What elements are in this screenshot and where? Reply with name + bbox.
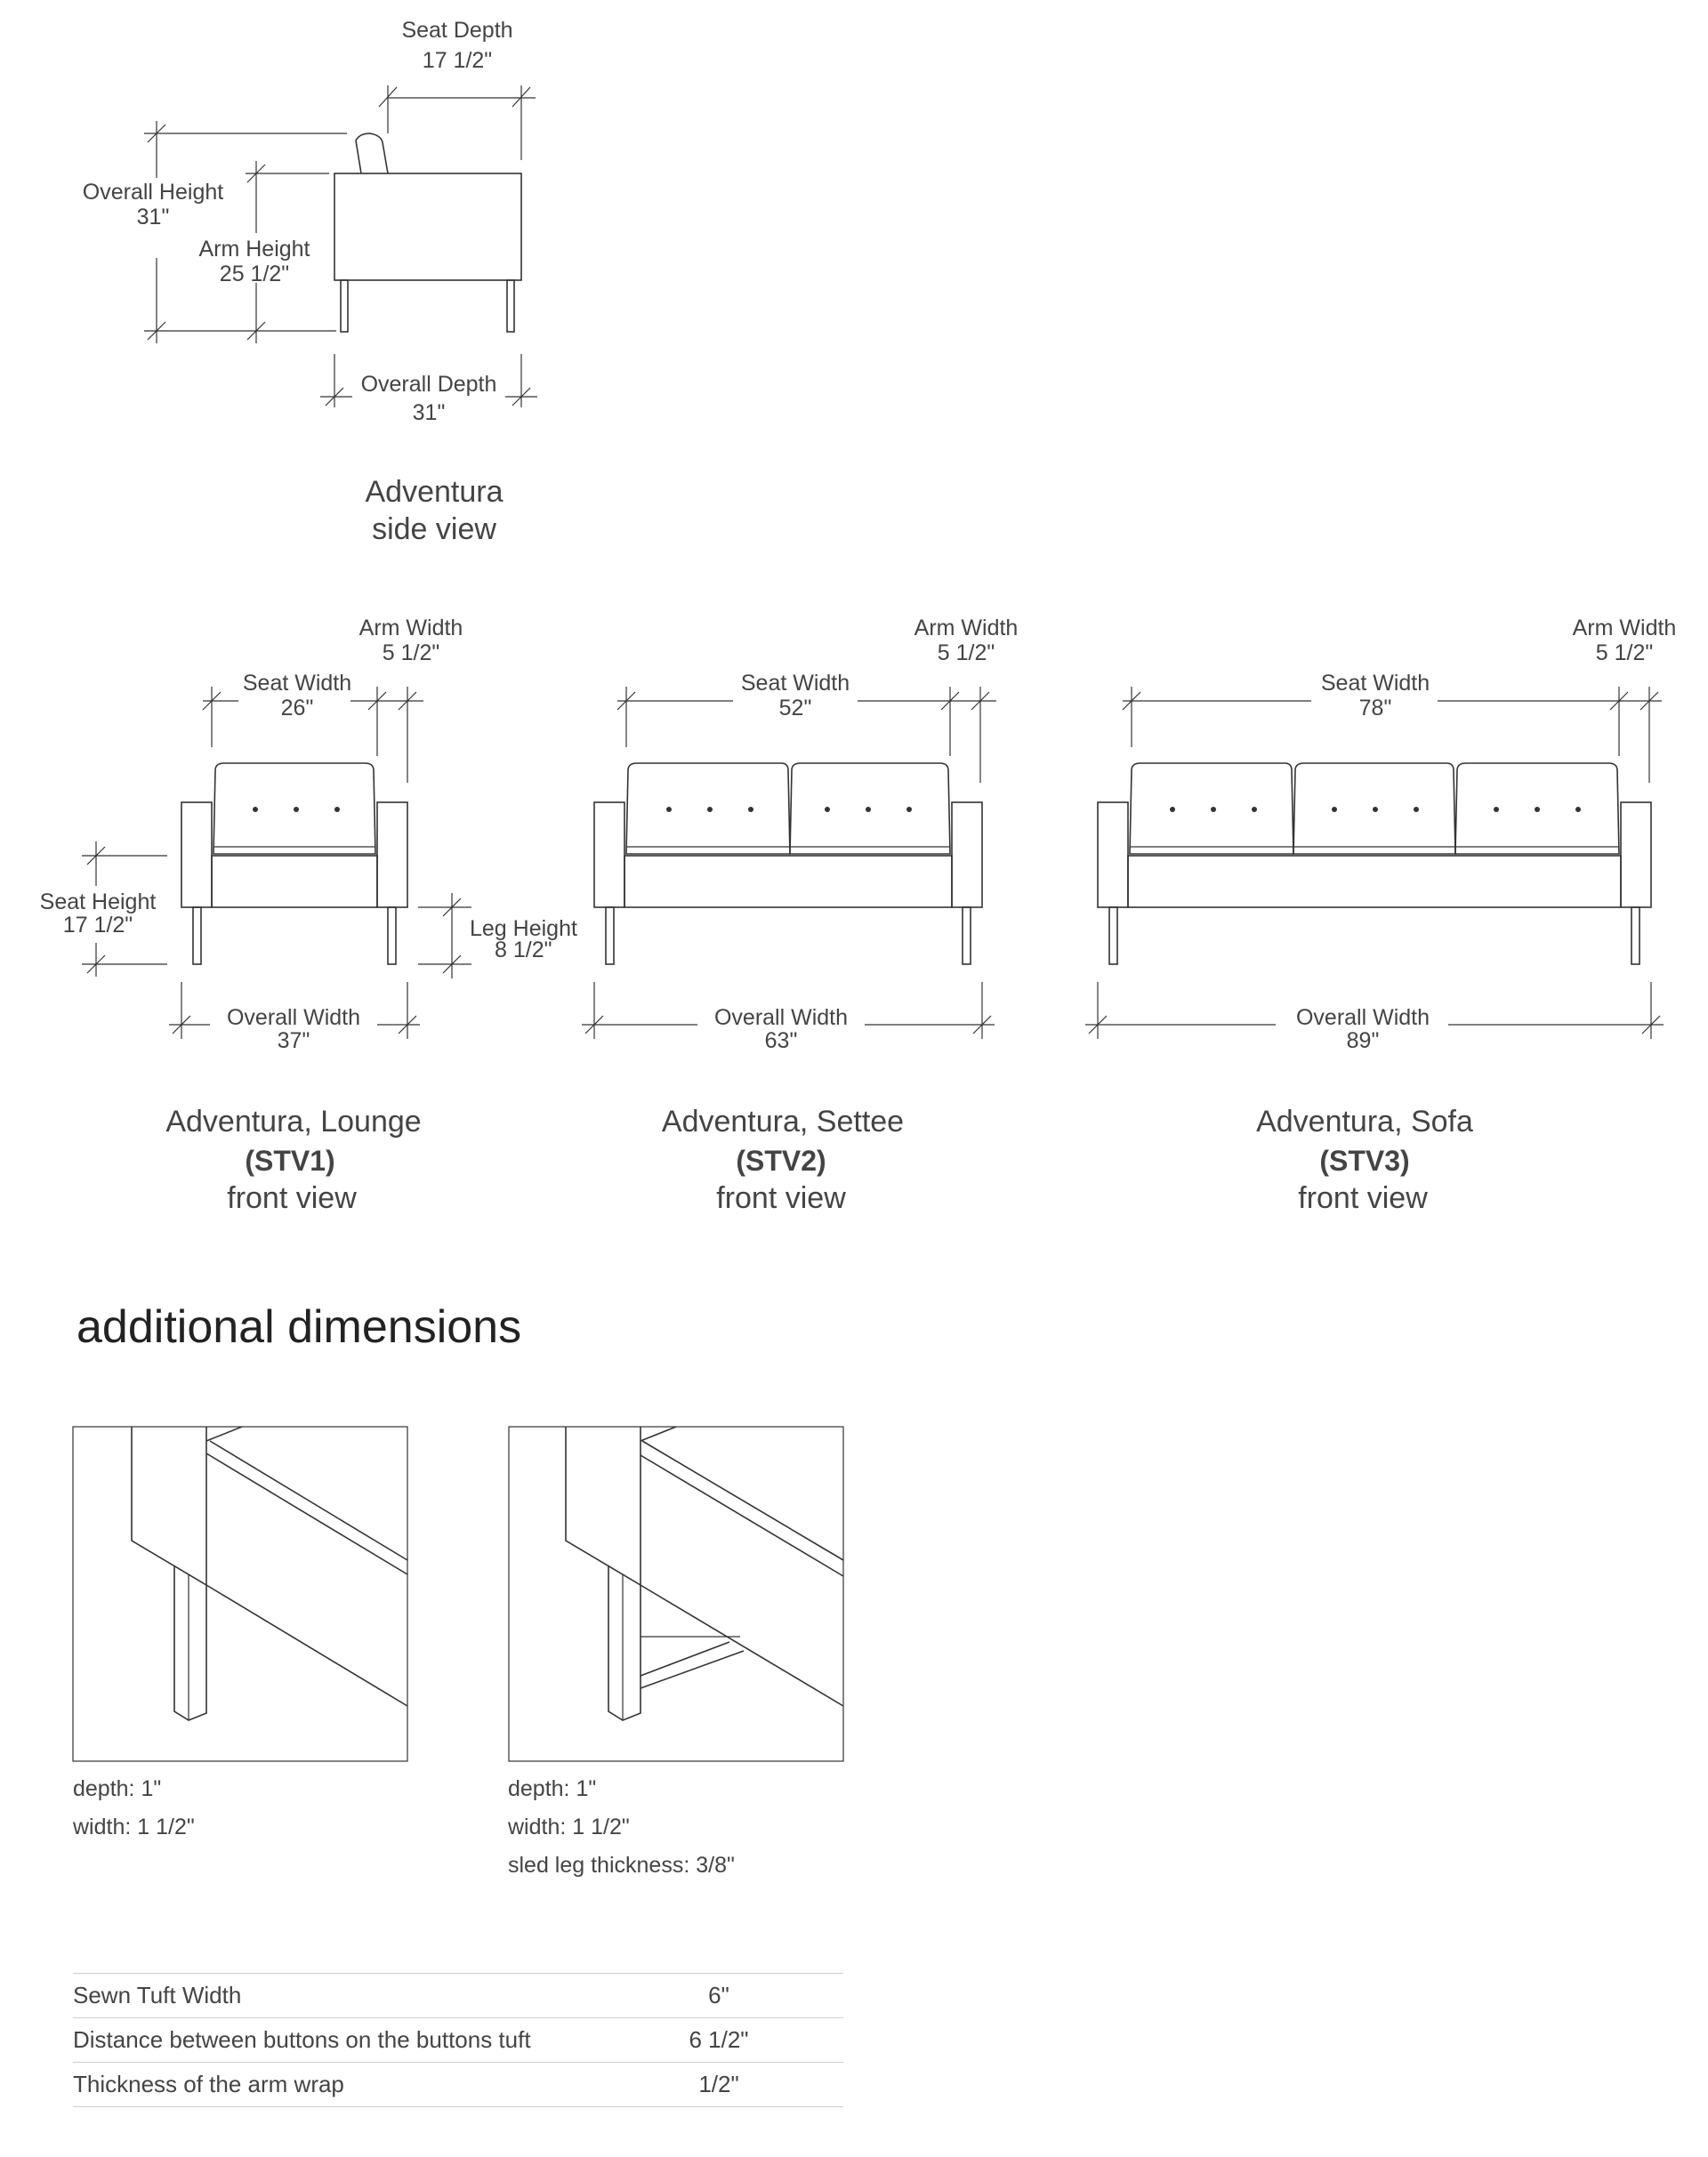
sofa-seat-width-label: Seat Width	[1320, 671, 1430, 696]
settee-button	[825, 807, 830, 812]
side-leg-front	[341, 280, 348, 332]
settee-drawing	[582, 616, 1018, 1215]
settee-arm-width-value: 5 1/2"	[937, 640, 995, 665]
sofa-button	[1170, 807, 1175, 812]
spec-value: 1/2"	[594, 2063, 843, 2107]
side-view-drawing	[83, 18, 537, 546]
sofa-overall-width-label: Overall Width	[1295, 1005, 1430, 1030]
spec-value: 6 1/2"	[594, 2018, 843, 2063]
side-overall-height-value: 31"	[136, 205, 170, 229]
sofa-button	[1535, 807, 1540, 812]
detail-sled-leg	[509, 1427, 843, 1761]
sofa-button	[1211, 807, 1216, 812]
sofa-caption-view: front view	[1298, 1181, 1428, 1215]
settee-arm-right	[952, 802, 982, 907]
sofa-button	[1373, 807, 1378, 812]
spec-table	[73, 1973, 843, 2107]
sofa-leg-left	[1109, 907, 1117, 964]
settee-caption-view: front view	[716, 1181, 846, 1215]
sofa-button	[1414, 807, 1419, 812]
detail-standard-leg	[73, 1427, 407, 1761]
sofa-caption-name: Adventura, Sofa	[1256, 1105, 1473, 1139]
lounge-button	[294, 807, 299, 812]
lounge-seat-width-value: 26"	[280, 696, 314, 720]
sofa-arm-right	[1621, 802, 1651, 907]
lounge-drawing	[40, 616, 577, 1215]
sofa-arm-width-label: Arm Width	[1572, 616, 1677, 640]
side-seat-depth-value: 17 1/2"	[422, 48, 493, 73]
settee-caption-name: Adventura, Settee	[661, 1105, 905, 1139]
side-arm-height-value: 25 1/2"	[219, 262, 290, 286]
lounge-arm-width-value: 5 1/2"	[382, 640, 440, 665]
lounge-seat-width-label: Seat Width	[242, 671, 352, 696]
settee-button	[866, 807, 871, 812]
additional-dimensions-heading: additional dimensions	[77, 1301, 522, 1353]
settee-overall-width-value: 63"	[764, 1028, 798, 1053]
settee-base	[624, 856, 952, 907]
sofa-overall-width-value: 89"	[1346, 1028, 1380, 1053]
lounge-leg-left	[193, 907, 201, 964]
settee-button	[707, 807, 713, 812]
lounge-overall-width-label: Overall Width	[226, 1005, 361, 1030]
sled-leg-notes	[508, 1770, 735, 1885]
settee-seat-width-label: Seat Width	[740, 671, 850, 696]
settee-button	[666, 807, 672, 812]
standard-leg-width: width: 1 1/2"	[73, 1815, 195, 1839]
side-caption-line2: side view	[372, 512, 496, 546]
sofa-button	[1575, 807, 1581, 812]
side-overall-depth-label: Overall Depth	[360, 372, 497, 397]
lounge-button	[253, 807, 258, 812]
sofa-arm-left	[1098, 802, 1128, 907]
standard-leg-notes	[73, 1770, 195, 1847]
side-overall-depth-value: 31"	[412, 400, 446, 425]
side-overall-height-label: Overall Height	[82, 180, 224, 205]
settee-button	[748, 807, 753, 812]
settee-seat-width-value: 52"	[778, 696, 812, 720]
settee-button	[906, 807, 912, 812]
sled-leg-thickness: sled leg thickness: 3/8"	[508, 1853, 735, 1878]
side-arm-height-label: Arm Height	[198, 237, 310, 262]
sofa-button	[1332, 807, 1337, 812]
side-leg-rear	[507, 280, 514, 332]
lounge-button	[334, 807, 340, 812]
table-row	[73, 1974, 843, 2018]
lounge-arm-right	[377, 802, 407, 907]
table-row	[73, 2018, 843, 2063]
settee-arm-width-label: Arm Width	[914, 616, 1019, 640]
sofa-leg-right	[1631, 907, 1640, 964]
lounge-caption-view: front view	[227, 1181, 357, 1215]
settee-caption-code: (STV2)	[736, 1145, 826, 1177]
standard-leg-depth: depth: 1"	[73, 1776, 162, 1801]
spec-value: 6"	[594, 1974, 843, 2018]
sofa-base	[1128, 856, 1621, 907]
spec-label: Sewn Tuft Width	[73, 1974, 594, 2018]
sofa-button	[1494, 807, 1499, 812]
spec-label: Distance between buttons on the buttons tuft	[73, 2018, 594, 2063]
lounge-caption-code: (STV1)	[245, 1145, 335, 1177]
lounge-seat-height-label: Seat Height	[39, 889, 157, 914]
settee-leg-right	[963, 907, 971, 964]
lounge-overall-width-value: 37"	[277, 1028, 310, 1053]
sofa-button	[1252, 807, 1257, 812]
side-body	[334, 173, 521, 280]
sled-leg-width: width: 1 1/2"	[508, 1815, 630, 1839]
settee-arm-left	[594, 802, 624, 907]
lounge-leg-height-value: 8 1/2"	[495, 938, 552, 962]
lounge-arm-width-label: Arm Width	[359, 616, 463, 640]
lounge-caption-name: Adventura, Lounge	[165, 1105, 422, 1139]
side-back-cushion	[356, 133, 388, 173]
side-seat-depth-label: Seat Depth	[401, 18, 513, 43]
lounge-seat-height-value: 17 1/2"	[62, 913, 133, 938]
sofa-seat-width-value: 78"	[1358, 696, 1392, 720]
spec-label: Thickness of the arm wrap	[73, 2063, 594, 2107]
side-caption-line1: Adventura	[365, 475, 504, 509]
lounge-base	[212, 856, 377, 907]
lounge-leg-right	[388, 907, 396, 964]
settee-leg-left	[606, 907, 614, 964]
settee-overall-width-label: Overall Width	[713, 1005, 849, 1030]
table-row	[73, 2063, 843, 2107]
lounge-arm-left	[181, 802, 212, 907]
detail-standard-leg-frame	[73, 1427, 407, 1761]
sofa-drawing	[1085, 616, 1676, 1215]
sled-leg-depth: depth: 1"	[508, 1776, 597, 1801]
sofa-arm-width-value: 5 1/2"	[1595, 640, 1654, 665]
lounge-leg-height-label: Leg Height	[470, 916, 577, 941]
sofa-caption-code: (STV3)	[1319, 1145, 1410, 1177]
